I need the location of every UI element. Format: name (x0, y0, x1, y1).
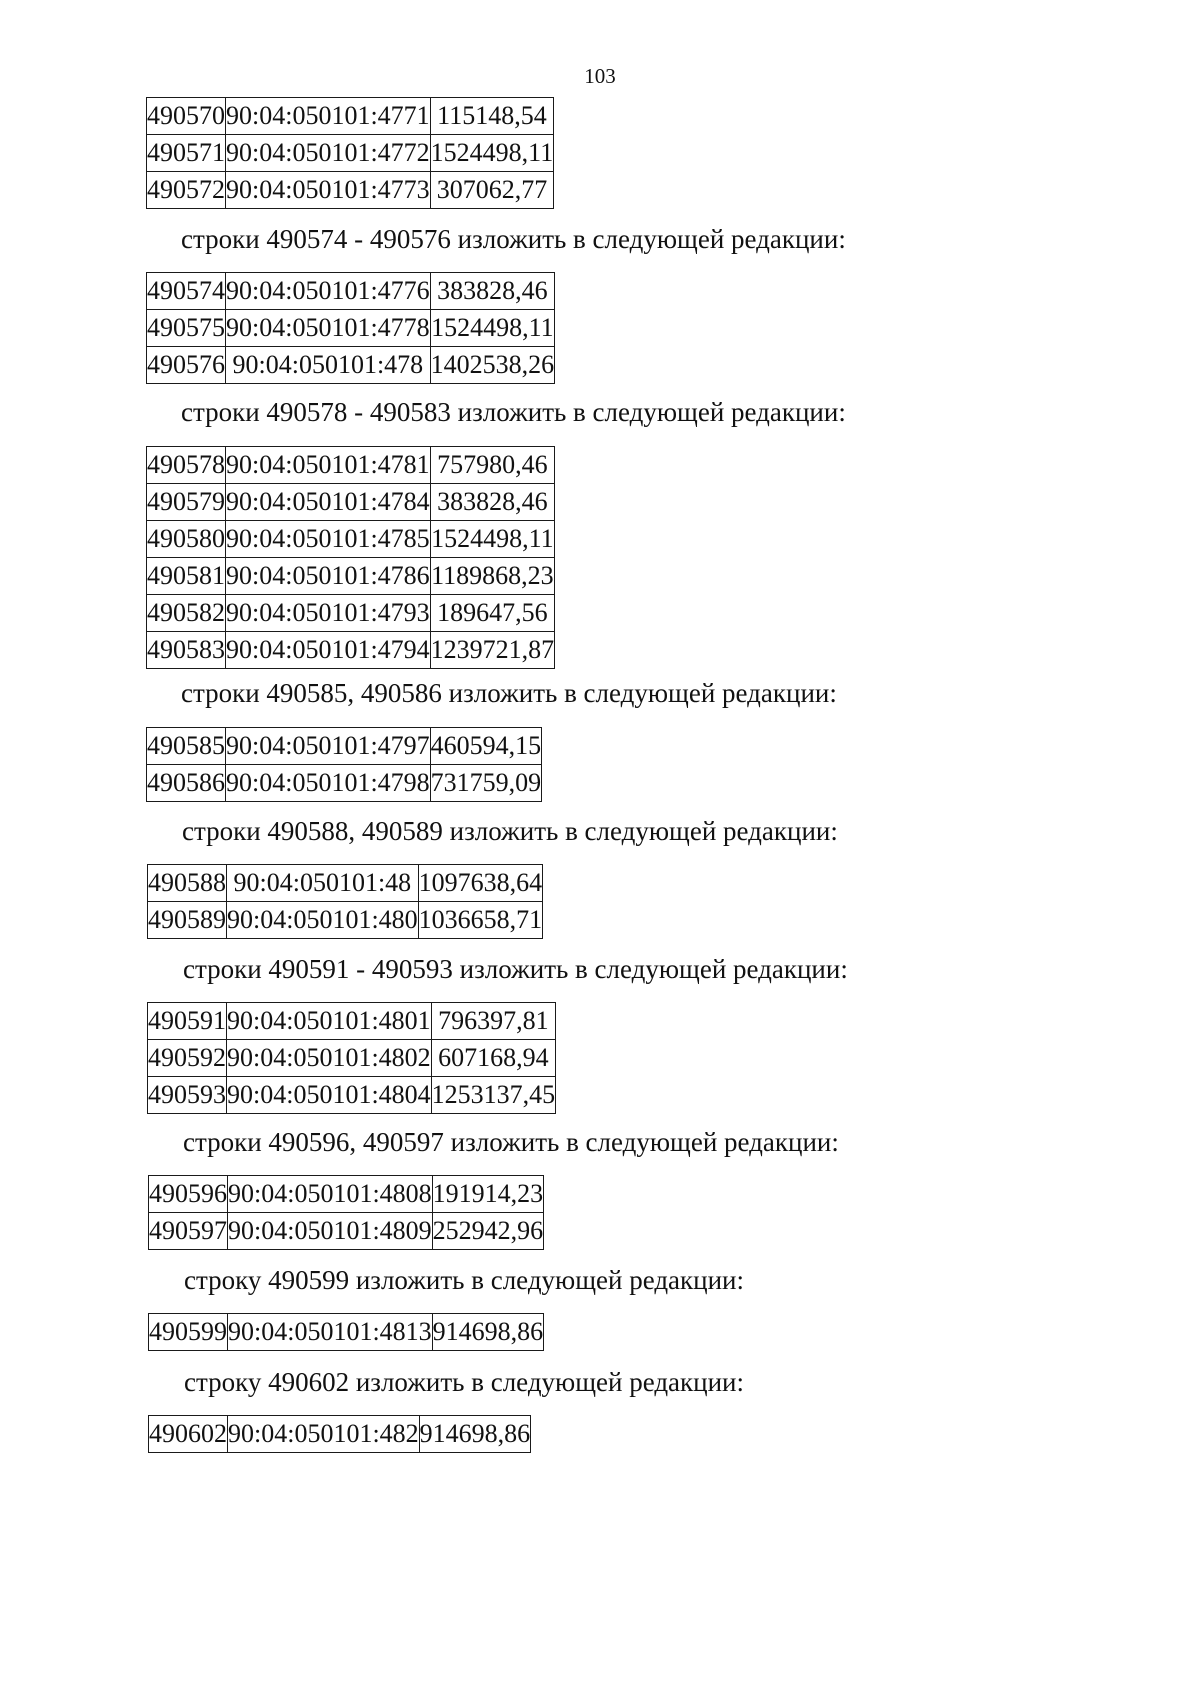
value-cell: 189647,56 (430, 595, 555, 632)
cadastral-number-cell: 90:04:050101:4786 (226, 558, 431, 595)
table-row (147, 484, 555, 521)
row-number-cell: 490596 (149, 1176, 228, 1213)
value-cell: 914698,86 (432, 1314, 544, 1351)
cadastral-number-cell: 90:04:050101:482 (228, 1416, 420, 1453)
table-row (147, 310, 555, 347)
value-cell: 1524498,11 (430, 521, 555, 558)
cadastral-table (146, 272, 555, 384)
table-row (147, 632, 555, 669)
row-number-cell: 490592 (148, 1040, 227, 1077)
cadastral-number-cell: 90:04:050101:4771 (226, 98, 431, 135)
value-cell: 1253137,45 (431, 1077, 556, 1114)
cadastral-number-cell: 90:04:050101:4804 (227, 1077, 432, 1114)
table-row (147, 447, 555, 484)
value-cell: 914698,86 (419, 1416, 531, 1453)
table-row (147, 98, 554, 135)
amendment-caption: строки 490588, 490589 изложить в следующей редакции: (182, 816, 838, 846)
cadastral-number-cell: 90:04:050101:4793 (226, 595, 431, 632)
amendment-caption: строку 490599 изложить в следующей редакции: (184, 1265, 745, 1295)
table-row (147, 595, 555, 632)
table-row (147, 273, 555, 310)
table-row (149, 1213, 544, 1250)
cadastral-number-cell: 90:04:050101:4801 (227, 1003, 432, 1040)
value-cell: 731759,09 (430, 765, 542, 802)
row-number-cell: 490575 (147, 310, 226, 347)
cadastral-number-cell: 90:04:050101:4776 (226, 273, 431, 310)
cadastral-number-cell: 90:04:050101:4781 (226, 447, 431, 484)
table-row (147, 765, 542, 802)
value-cell: 1524498,11 (430, 135, 554, 172)
cadastral-number-cell: 90:04:050101:4808 (228, 1176, 433, 1213)
row-number-cell: 490589 (148, 902, 227, 939)
cadastral-table (148, 1175, 544, 1250)
cadastral-number-cell: 90:04:050101:4772 (226, 135, 431, 172)
value-cell: 383828,46 (430, 484, 555, 521)
cadastral-number-cell: 90:04:050101:4798 (226, 765, 431, 802)
value-cell: 307062,77 (430, 172, 554, 209)
table-row (147, 521, 555, 558)
table-row (147, 728, 542, 765)
value-cell: 1036658,71 (418, 902, 543, 939)
value-cell: 1097638,64 (418, 865, 543, 902)
cadastral-table (146, 97, 554, 209)
amendment-caption: строки 490591 - 490593 изложить в следующей редакции: (183, 954, 848, 984)
value-cell: 796397,81 (431, 1003, 556, 1040)
row-number-cell: 490570 (147, 98, 226, 135)
table-row (149, 1314, 544, 1351)
row-number-cell: 490571 (147, 135, 226, 172)
row-number-cell: 490586 (147, 765, 226, 802)
row-number-cell: 490574 (147, 273, 226, 310)
value-cell: 252942,96 (432, 1213, 544, 1250)
row-number-cell: 490599 (149, 1314, 228, 1351)
cadastral-table (148, 1415, 531, 1453)
cadastral-number-cell: 90:04:050101:4813 (228, 1314, 433, 1351)
row-number-cell: 490583 (147, 632, 226, 669)
value-cell: 191914,23 (432, 1176, 544, 1213)
value-cell: 1239721,87 (430, 632, 555, 669)
amendment-caption: строки 490596, 490597 изложить в следующей редакции: (183, 1127, 839, 1157)
value-cell: 460594,15 (430, 728, 542, 765)
cadastral-table (147, 1002, 556, 1114)
cadastral-table (146, 446, 555, 669)
row-number-cell: 490578 (147, 447, 226, 484)
value-cell: 1524498,11 (430, 310, 555, 347)
row-number-cell: 490582 (147, 595, 226, 632)
value-cell: 607168,94 (431, 1040, 556, 1077)
table-row (148, 865, 543, 902)
table-row (148, 1040, 556, 1077)
table-row (147, 172, 554, 209)
row-number-cell: 490588 (148, 865, 227, 902)
cadastral-table (146, 727, 542, 802)
cadastral-number-cell: 90:04:050101:4773 (226, 172, 431, 209)
value-cell: 383828,46 (430, 273, 555, 310)
row-number-cell: 490602 (149, 1416, 228, 1453)
table-row (147, 558, 555, 595)
table-row (147, 347, 555, 384)
amendment-caption: строки 490578 - 490583 изложить в следующей редакции: (181, 397, 846, 427)
cadastral-number-cell: 90:04:050101:48 (227, 865, 419, 902)
table-row (148, 1077, 556, 1114)
cadastral-number-cell: 90:04:050101:4784 (226, 484, 431, 521)
row-number-cell: 490572 (147, 172, 226, 209)
value-cell: 1402538,26 (430, 347, 555, 384)
table-row (149, 1416, 531, 1453)
amendment-caption: строки 490585, 490586 изложить в следующей редакции: (181, 678, 837, 708)
value-cell: 757980,46 (430, 447, 555, 484)
value-cell: 115148,54 (430, 98, 554, 135)
row-number-cell: 490576 (147, 347, 226, 384)
row-number-cell: 490597 (149, 1213, 228, 1250)
cadastral-number-cell: 90:04:050101:480 (227, 902, 419, 939)
table-row (147, 135, 554, 172)
cadastral-number-cell: 90:04:050101:478 (226, 347, 431, 384)
row-number-cell: 490580 (147, 521, 226, 558)
row-number-cell: 490591 (148, 1003, 227, 1040)
table-row (148, 902, 543, 939)
page-number: 103 (584, 64, 616, 88)
cadastral-table (147, 864, 543, 939)
amendment-caption: строки 490574 - 490576 изложить в следующей редакции: (181, 224, 846, 254)
cadastral-number-cell: 90:04:050101:4809 (228, 1213, 433, 1250)
cadastral-number-cell: 90:04:050101:4794 (226, 632, 431, 669)
cadastral-number-cell: 90:04:050101:4785 (226, 521, 431, 558)
value-cell: 1189868,23 (430, 558, 555, 595)
table-row (149, 1176, 544, 1213)
amendment-caption: строку 490602 изложить в следующей редакции: (184, 1367, 745, 1397)
row-number-cell: 490579 (147, 484, 226, 521)
cadastral-table (148, 1313, 544, 1351)
cadastral-number-cell: 90:04:050101:4778 (226, 310, 431, 347)
table-row (148, 1003, 556, 1040)
row-number-cell: 490581 (147, 558, 226, 595)
row-number-cell: 490585 (147, 728, 226, 765)
row-number-cell: 490593 (148, 1077, 227, 1114)
cadastral-number-cell: 90:04:050101:4802 (227, 1040, 432, 1077)
cadastral-number-cell: 90:04:050101:4797 (226, 728, 431, 765)
